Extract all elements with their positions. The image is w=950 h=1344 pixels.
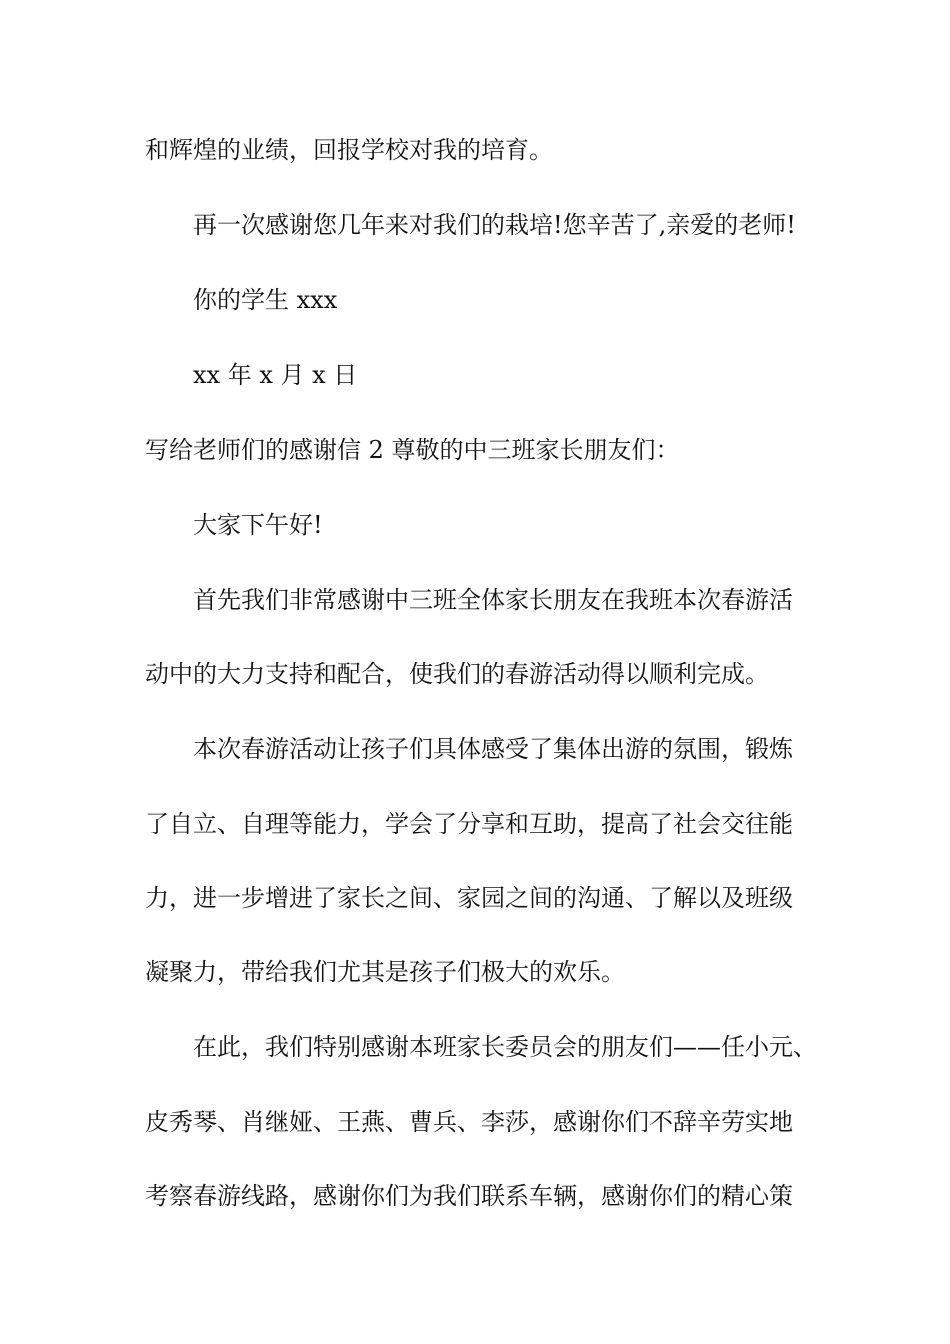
- greeting-line: 大家下午好!: [193, 511, 323, 539]
- text-line: 皮秀琴、肖继娅、王燕、曹兵、李莎，感谢你们不辞辛劳实地: [145, 1108, 793, 1136]
- signature-line: 你的学生 xxx: [193, 286, 338, 314]
- text-line: 了自立、自理等能力，学会了分享和互助，提高了社会交往能: [145, 810, 793, 838]
- text-line: 首先我们非常感谢中三班全体家长朋友在我班本次春游活: [193, 586, 793, 614]
- date-line: xx 年 x 月 x 日: [193, 361, 358, 389]
- text-line: 再一次感谢您几年来对我们的栽培!您辛苦了,亲爱的老师!: [193, 211, 796, 239]
- text-line: 和辉煌的业绩，回报学校对我的培育。: [145, 136, 553, 164]
- text-line: 在此，我们特别感谢本班家长委员会的朋友们——任小元、: [193, 1033, 817, 1061]
- text-line: 考察春游线路，感谢你们为我们联系车辆，感谢你们的精心策: [145, 1182, 793, 1210]
- letter-heading: 写给老师们的感谢信 2 尊敬的中三班家长朋友们：: [145, 436, 680, 464]
- text-line: 本次春游活动让孩子们具体感受了集体出游的氛围，锻炼: [193, 735, 793, 763]
- text-line: 力，进一步增进了家长之间、家园之间的沟通、了解以及班级: [145, 884, 793, 912]
- text-line: 动中的大力支持和配合，使我们的春游活动得以顺利完成。: [145, 660, 769, 688]
- text-line: 凝聚力，带给我们尤其是孩子们极大的欢乐。: [145, 958, 625, 986]
